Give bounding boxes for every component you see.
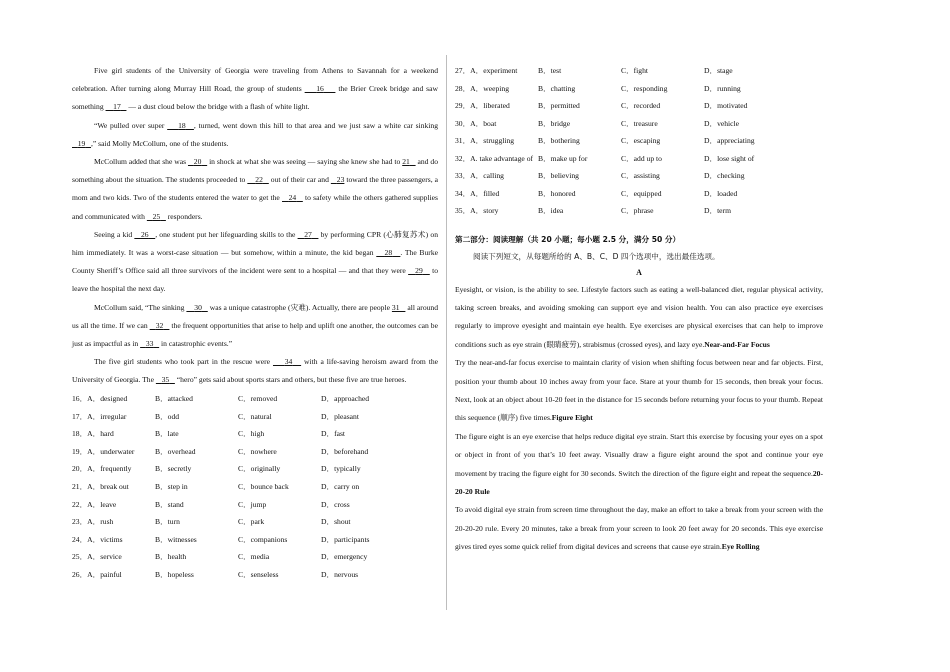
option-choice: C．senseless <box>238 569 279 579</box>
heading-near-far-focus: Near-and-Far Focus <box>704 339 770 349</box>
cloze-paragraph-4: Seeing a kid 26 , one student put her lifeguarding skills to the 27 by performing CPR (心肺复苏术) on him immediately. It was a worst-case situation — but somehow, within a minute, the kid began 28 . The Burke County Sheriff’s Office said all three survivors of the incident were sent to a hospital — and that they were 29 to leave the hospital the next day. <box>72 229 439 294</box>
option-row <box>72 513 438 531</box>
option-choice: D．nervous <box>321 569 359 579</box>
heading-20-20-20-rule: 20-20-20 Rule <box>455 468 823 496</box>
option-choice: C．assisting <box>621 171 660 181</box>
option-choice: B．permitted <box>538 101 580 111</box>
option-choice: C．companions <box>238 534 288 544</box>
option-choice: 17．A．irregular <box>72 411 127 421</box>
option-choice: C．originally <box>238 464 281 474</box>
option-choice: C．jump <box>238 499 267 509</box>
reading-section-title: 第二部分：阅读理解（共 20 小题；每小题 2.5 分，满分 50 分） <box>455 234 681 244</box>
option-choice: B．make up for <box>538 153 588 163</box>
option-choice: D．cross <box>321 499 350 509</box>
option-choice: B．overhead <box>155 446 196 456</box>
option-choice: B．believing <box>538 171 579 181</box>
option-choice: D．shout <box>321 517 351 527</box>
cloze-paragraph-6: The five girl students who took part in the rescue were 34 with a life-saving heroism award from the University of Georgia. The 35 “hero” gets said about sports stars and others, but these five are true heroes. <box>72 357 438 385</box>
cloze-paragraph-2: “We pulled over super 18 , turned, went down this hill to that area and we just saw a white car sinking 19 ,” said Molly McCollum, one of the students. <box>77 120 438 148</box>
option-choice: 16．A．designed <box>72 393 128 403</box>
option-choice: D．motivated <box>704 101 748 111</box>
option-choice: C．phrase <box>621 206 654 216</box>
option-choice: 21．A．break out <box>72 481 129 491</box>
option-choice: C．add up to <box>621 153 662 163</box>
option-row <box>72 460 438 478</box>
option-choice: D．beforehand <box>321 446 369 456</box>
option-choice: 27．A．experiment <box>455 66 518 76</box>
option-row <box>455 132 823 150</box>
cloze-paragraph-1: Five girl students of the University of Georgia were traveling from Athens to Savannah for a weekend celebration. After turning along Murray Hill Road, the group of students 16 the Brier Creek bridge and saw something 17 — a dust cloud below the bridge with a flash of white light. <box>72 66 438 112</box>
option-choice: 34．A．filled <box>455 188 500 198</box>
option-choice: D．typically <box>321 464 361 474</box>
option-choice: B．chatting <box>538 83 576 93</box>
option-choice: B．test <box>538 66 562 76</box>
option-row <box>72 425 438 443</box>
option-choice: 35．A．story <box>455 206 499 216</box>
option-choice: D．approached <box>321 393 370 403</box>
option-choice: D．running <box>704 83 741 93</box>
option-row <box>455 62 823 80</box>
option-choice: 23．A．rush <box>72 517 114 527</box>
option-choice: B．bridge <box>538 118 571 128</box>
option-choice: B．honored <box>538 188 576 198</box>
option-choice: 33．A．calling <box>455 171 504 181</box>
option-choice: 19．A．underwater <box>72 446 135 456</box>
option-choice: B．odd <box>155 411 180 421</box>
right-column <box>455 62 823 557</box>
reading-paragraph-20-20-20: To avoid digital eye strain from screen time throughout the day, make an effort to take a break from your screen with the 20-20-20 rule. Every 20 minutes, take a break from your screen to look 20 feet away for 20 seconds. This eye exercise gives tired eyes some quick relief from digital devices and screens that cause eye strain.Eye Rolling <box>455 505 823 552</box>
option-choice: B．bothering <box>538 136 580 146</box>
option-choice: D．appreciating <box>704 136 755 146</box>
option-choice: D．term <box>704 206 731 216</box>
option-choice: B．witnesses <box>155 534 197 544</box>
option-choice: B．turn <box>155 517 180 527</box>
option-choice: B．attacked <box>155 393 193 403</box>
option-choice: 26．A．painful <box>72 569 122 579</box>
column-divider <box>446 55 447 610</box>
option-choice: C．escaping <box>621 136 661 146</box>
option-choice: B．step in <box>155 481 188 491</box>
option-choice: D．participants <box>321 534 370 544</box>
option-choice: D．vehicle <box>704 118 740 128</box>
option-choice: 29．A．liberated <box>455 101 510 111</box>
option-row <box>72 548 438 566</box>
option-row <box>72 407 438 425</box>
option-choice: 20．A．frequently <box>72 464 132 474</box>
option-choice: D．pleasant <box>321 411 359 421</box>
option-row <box>455 202 823 220</box>
option-choice: C．bounce back <box>238 481 289 491</box>
option-choice: C．fight <box>621 66 649 76</box>
option-choice: 18．A．hard <box>72 429 114 439</box>
option-choice: B．secretly <box>155 464 192 474</box>
option-choice: D．emergency <box>321 552 368 562</box>
option-choice: 24．A．victims <box>72 534 123 544</box>
option-choice: B．stand <box>155 499 184 509</box>
option-choice: C．recorded <box>621 101 661 111</box>
reading-instruction: 阅读下列短文，从每题所给的 A、B、C、D 四个选项中，选出最佳选项。 <box>473 251 720 261</box>
option-choice: C．equipped <box>621 188 662 198</box>
option-choice: C．responding <box>621 83 668 93</box>
cloze-paragraph-3: McCollum added that she was 20 in shock at what she was seeing — saying she knew she had to 21 and do something about the situation. The students proceeded to 22 out of their car and 23 toward the three passengers, a mom and two kids. Two of the students entered the water to get the 24 to safety while the others gathered supplies and communicated with 25 responders. <box>72 157 438 221</box>
option-choice: B．hopeless <box>155 569 194 579</box>
option-row <box>72 530 438 548</box>
option-choice: 32．A. take advantage of <box>455 153 534 163</box>
option-choice: C．park <box>238 517 265 527</box>
option-choice: C．high <box>238 429 265 439</box>
option-row <box>455 185 823 203</box>
cloze-column <box>72 62 438 583</box>
option-row <box>72 478 438 496</box>
option-row <box>455 167 823 185</box>
option-row <box>455 97 823 115</box>
option-choice: C．natural <box>238 411 272 421</box>
option-row <box>72 442 438 460</box>
option-row <box>72 495 438 513</box>
option-choice: 25．A．service <box>72 552 122 562</box>
option-choice: 31．A．struggling <box>455 136 515 146</box>
option-choice: 22．A．leave <box>72 499 117 509</box>
reading-paragraph-intro: Eyesight, or vision, is the ability to see. Lifestyle factors such as eating a well-balanced diet, regular physical activity, taking screen breaks, and avoiding smoking can support eye and vision health. You can also practice eye exercises regularly to improve eyesight and maintain eye health. Eye exercises are physical exercises that can help to improve conditions such as eye strain (眼睛疲劳), strabismus (crossed eyes), and lazy eye.Near-and-Far Focus <box>455 284 823 349</box>
option-row <box>72 566 438 584</box>
option-choice: B．health <box>155 552 187 562</box>
option-choice: C．nowhere <box>238 446 277 456</box>
option-choice: 28．A．weeping <box>455 83 509 93</box>
heading-eye-rolling: Eye Rolling <box>721 542 760 552</box>
option-choice: D．carry on <box>321 481 360 491</box>
cloze-paragraph-5: McCollum said, “The sinking 30 was a unique catastrophe (灾难). Actually, there are people 31 all around us all the time. If we can 32 the frequent opportunities that arise to help and uplift one another, the outcomes can be just as impactful as in 33 in catastrophic events.” <box>72 302 439 349</box>
option-choice: C．media <box>238 552 270 562</box>
option-choice: D．loaded <box>704 188 738 198</box>
cloze-options-right <box>455 62 823 220</box>
option-row <box>455 150 823 168</box>
option-row <box>72 390 438 408</box>
option-choice: D．lose sight of <box>704 153 755 163</box>
reading-paragraph-figure-eight: The figure eight is an eye exercise that helps reduce digital eye strain. Start this exercise by focusing your eyes on a spot or object in front of you that’s 10 feet away. Visually draw a figure eight around the spot and continue your eye movement by tracing the figure eight for 30 seconds. Switch the direction of the figure eight and repeat the sequence.20-20-20 Rule <box>455 431 823 496</box>
option-choice: B．idea <box>538 206 564 216</box>
option-row <box>455 115 823 133</box>
option-choice: D．stage <box>704 66 733 76</box>
option-choice: 30．A．boat <box>455 118 497 128</box>
heading-figure-eight: Figure Eight <box>551 413 593 423</box>
passage-label: A <box>636 267 642 277</box>
option-choice: C．removed <box>238 393 278 403</box>
option-choice: B．late <box>155 429 179 439</box>
option-choice: D．fast <box>321 429 346 439</box>
option-row <box>455 80 823 98</box>
option-choice: C．treasure <box>621 118 658 128</box>
reading-paragraph-near-far: Try the near-and-far focus exercise to maintain clarity of vision when shifting focus between near and far objects. First, position your thumb about 10 inches away from your face. Stare at your thumb for 15 seconds, then break your focus. Next, look at an object about 10-20 feet in the distance for 15 seconds before returning your focus to your thumb. Repeat this sequence (顺序) five times.Figure Eight <box>455 358 823 423</box>
option-choice: D．checking <box>704 171 745 181</box>
cloze-options-left <box>72 390 438 584</box>
